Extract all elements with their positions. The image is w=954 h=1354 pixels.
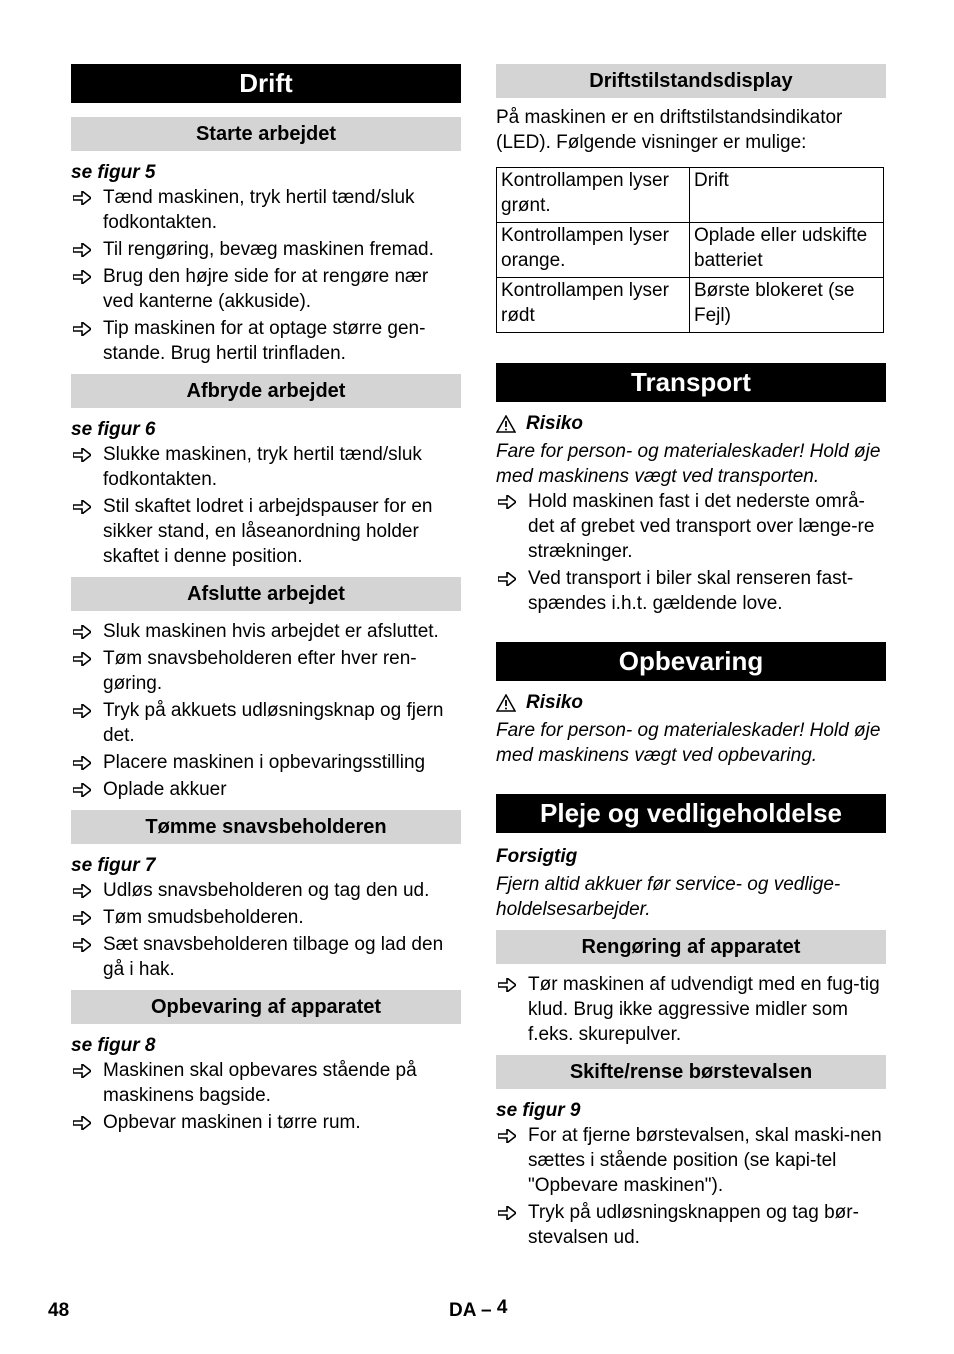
figure-ref: se figur 7 bbox=[71, 855, 156, 876]
list-item: Stil skaftet lodret i arbejdspauser for en sikker stand, en låseanordning holder skaftet i denne position. bbox=[71, 494, 461, 569]
table-cell: Kontrollampen lyser rødt bbox=[497, 278, 690, 333]
page-number: 48 bbox=[48, 1300, 70, 1321]
caution-text: Fjern altid akkuer før service- og vedlige-holdelsesarbejder. bbox=[496, 874, 841, 920]
table-cell: Kontrollampen lyser orange. bbox=[497, 223, 690, 278]
table-cell: Kontrollampen lyser grønt. bbox=[497, 168, 690, 223]
list-item: Sluk maskinen hvis arbejdet er afsluttet. bbox=[71, 619, 461, 644]
warning-triangle-icon bbox=[496, 415, 516, 433]
figure-ref: se figur 6 bbox=[71, 419, 156, 440]
led-status-table bbox=[496, 167, 884, 333]
warning-triangle-icon bbox=[496, 694, 516, 712]
list-item: Tænd maskinen, tryk hertil tænd/sluk fodkontakten. bbox=[71, 185, 461, 235]
bullet-list-afslutte bbox=[71, 619, 461, 802]
right-column bbox=[496, 64, 886, 1250]
risk-label: Risiko bbox=[496, 690, 886, 715]
list-item: Tør maskinen af udvendigt med en fug-tig klud. Brug ikke aggressive midler som f.eks. skurepulver. bbox=[496, 972, 886, 1047]
arrow-right-icon bbox=[73, 884, 91, 898]
arrow-right-icon bbox=[73, 704, 91, 718]
table-cell: Oplade eller udskifte batteriet bbox=[690, 223, 884, 278]
footer-lang-code: DA – bbox=[449, 1300, 492, 1321]
bullet-list-tomme bbox=[71, 878, 461, 982]
arrow-right-icon bbox=[73, 448, 91, 462]
figure-ref: se figur 8 bbox=[71, 1035, 156, 1056]
list-item: For at fjerne børstevalsen, skal maski-nen sættes i stående position (se kapi-tel "Opbevare maskinen"). bbox=[496, 1123, 886, 1198]
list-item: Opbevar maskinen i tørre rum. bbox=[71, 1110, 461, 1135]
figure-ref: se figur 9 bbox=[496, 1100, 581, 1121]
list-item: Udløs snavsbeholderen og tag den ud. bbox=[71, 878, 461, 903]
arrow-right-icon bbox=[498, 978, 516, 992]
arrow-right-icon bbox=[73, 191, 91, 205]
subsection-title-display: Driftstilstandsdisplay bbox=[496, 64, 886, 98]
section-title-drift: Drift bbox=[71, 64, 461, 103]
arrow-right-icon bbox=[498, 572, 516, 586]
risk-label: Risiko bbox=[496, 411, 886, 436]
arrow-right-icon bbox=[73, 783, 91, 797]
bullet-list-afbryde bbox=[71, 442, 461, 569]
arrow-right-icon bbox=[73, 500, 91, 514]
arrow-right-icon bbox=[73, 625, 91, 639]
arrow-right-icon bbox=[73, 911, 91, 925]
arrow-right-icon bbox=[498, 495, 516, 509]
section-title-transport: Transport bbox=[496, 363, 886, 402]
list-item: Tøm snavsbeholderen efter hver ren-gøring. bbox=[71, 646, 461, 696]
arrow-right-icon bbox=[73, 1116, 91, 1130]
risk-text: Fare for person- og materialeskader! Hold øje med maskinens vægt ved transporten. bbox=[496, 441, 881, 487]
list-item: Hold maskinen fast i det nederste områ-det af grebet ved transport over længe-re strækninger. bbox=[496, 489, 886, 564]
caution-label: Forsigtig bbox=[496, 846, 578, 867]
list-item: Placere maskinen i opbevaringsstilling bbox=[71, 750, 461, 775]
arrow-right-icon bbox=[73, 270, 91, 284]
list-item: Slukke maskinen, tryk hertil tænd/sluk fodkontakten. bbox=[71, 442, 461, 492]
subsection-title-opbevaring-apparatet: Opbevaring af apparatet bbox=[71, 990, 461, 1024]
table-cell: Børste blokeret (se Fejl) bbox=[690, 278, 884, 333]
table-row bbox=[497, 223, 884, 278]
figure-ref: se figur 5 bbox=[71, 162, 156, 183]
list-item: Til rengøring, bevæg maskinen fremad. bbox=[71, 237, 461, 262]
arrow-right-icon bbox=[498, 1206, 516, 1220]
arrow-right-icon bbox=[73, 938, 91, 952]
list-item: Maskinen skal opbevares stående på maskinens bagside. bbox=[71, 1058, 461, 1108]
subsection-title-rengoring: Rengøring af apparatet bbox=[496, 930, 886, 964]
arrow-right-icon bbox=[73, 652, 91, 666]
bullet-list-transport bbox=[496, 489, 886, 616]
arrow-right-icon bbox=[498, 1129, 516, 1143]
list-item: Tøm smudsbeholderen. bbox=[71, 905, 461, 930]
display-intro: På maskinen er en driftstilstandsindikator (LED). Følgende visninger er mulige: bbox=[496, 107, 843, 153]
table-row bbox=[497, 168, 884, 223]
subsection-title-starte: Starte arbejdet bbox=[71, 117, 461, 151]
bullet-list-rengoring bbox=[496, 972, 886, 1047]
list-item: Oplade akkuer bbox=[71, 777, 461, 802]
left-column bbox=[71, 64, 461, 1135]
bullet-list-skifte bbox=[496, 1123, 886, 1250]
table-row bbox=[497, 278, 884, 333]
risk-text: Fare for person- og materialeskader! Hold øje med maskinens vægt ved opbevaring. bbox=[496, 720, 881, 766]
list-item: Tryk på udløsningsknappen og tag bør-stevalsen ud. bbox=[496, 1200, 886, 1250]
arrow-right-icon bbox=[73, 322, 91, 336]
arrow-right-icon bbox=[73, 243, 91, 257]
subsection-title-skifte: Skifte/rense børstevalsen bbox=[496, 1055, 886, 1089]
list-item: Brug den højre side for at rengøre nær ved kanterne (akkuside). bbox=[71, 264, 461, 314]
list-item: Ved transport i biler skal renseren fast-spændes i.h.t. gældende love. bbox=[496, 566, 886, 616]
bullet-list-opbevaring-apparatet bbox=[71, 1058, 461, 1135]
table-cell: Drift bbox=[690, 168, 884, 223]
section-title-pleje: Pleje og vedligeholdelse bbox=[496, 794, 886, 833]
list-item: Sæt snavsbeholderen tilbage og lad den gå i hak. bbox=[71, 932, 461, 982]
subsection-title-afslutte: Afslutte arbejdet bbox=[71, 577, 461, 611]
list-item: Tip maskinen for at optage større gen-stande. Brug hertil trinfladen. bbox=[71, 316, 461, 366]
arrow-right-icon bbox=[73, 756, 91, 770]
list-item: Tryk på akkuets udløsningsknap og fjern det. bbox=[71, 698, 461, 748]
footer-lang-page: 4 bbox=[496, 1297, 508, 1318]
bullet-list-starte bbox=[71, 185, 461, 366]
section-title-opbevaring: Opbevaring bbox=[496, 642, 886, 681]
subsection-title-tomme: Tømme snavsbeholderen bbox=[71, 810, 461, 844]
subsection-title-afbryde: Afbryde arbejdet bbox=[71, 374, 461, 408]
arrow-right-icon bbox=[73, 1064, 91, 1078]
footer-lang-label bbox=[449, 1298, 507, 1323]
